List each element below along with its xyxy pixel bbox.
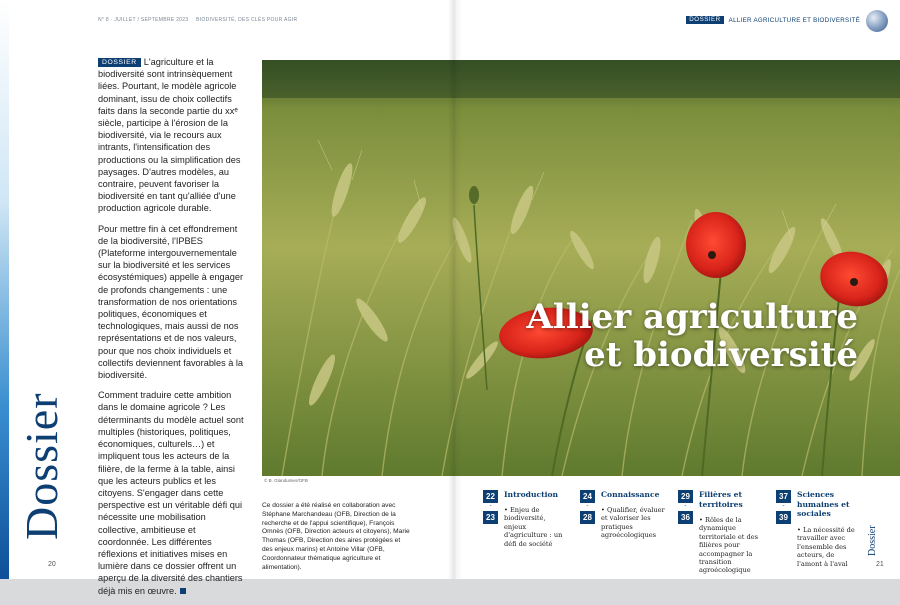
toc-page-range bbox=[776, 490, 791, 524]
paragraph-1 bbox=[98, 56, 248, 215]
issue-info: N° 8 · JUILLET / SEPTEMBRE 2023 bbox=[98, 17, 189, 23]
range-dash: - bbox=[586, 503, 589, 509]
paragraph-3-text: Comment traduire cette ambition dans le domaine agricole ? Les déterminants du modèle actuel sont multiples (historiques, politiques, économiques, culturels…) et impliquent tous les acteurs de la filière, de la ferme à la table, ainsi que les acteurs publics et les citoyens. S'engager dans cette perspective est un véritable défi qui nécessite une mobilisation collective, ambitieuse et coordonnée. Les différentes réflexions et initiatives mises en lumière dans ce dossier offrent un aperçu de la diversité des chantiers déjà mis en œuvre. bbox=[98, 390, 244, 596]
header-dossier-title: ALLIER AGRICULTURE ET BIODIVERSITÉ bbox=[728, 16, 860, 24]
toc-page-range bbox=[678, 490, 693, 524]
paragraph-1-text: L'agriculture et la biodiversité sont intrinsèquement liées. Pourtant, le modèle agricole dominant, issu de choix collectifs faits dans la seconde partie du xxᵉ siècle, participe à l'érosion de la biodiversité, via le recours aux intrants, l'intensification des productions ou la simplification des paysages. D'autres modèles, au contraire, peuvent favoriser la biodiversité en tant qu'alliée d'une production agricole durable. bbox=[98, 57, 241, 214]
toc-page-to: 36 bbox=[678, 511, 693, 524]
toc-title: Filières et territoires bbox=[699, 490, 743, 509]
globe-icon bbox=[866, 10, 888, 32]
toc-page-from: 37 bbox=[776, 490, 791, 503]
toc-page-to: 28 bbox=[580, 511, 595, 524]
running-head bbox=[98, 17, 303, 23]
end-mark-icon bbox=[180, 588, 186, 594]
collaboration-note: Ce dossier a été réalisé en collaboration avec Stéphane Marchandeau (OFB, Direction de la recherche et de l'appui scientifique), François Omnès (OFB, Direction acteurs et citoyens), Marie Thomas (OFB, Direction des aires protégées et des enjeux marins) et Antoine Villar (OFB, Coordonnateur thématique agriculture et alimentation). bbox=[262, 502, 410, 571]
hero-photo bbox=[262, 60, 900, 476]
wheat-field-with-poppies-image bbox=[262, 60, 900, 476]
toc-page-from: 24 bbox=[580, 490, 595, 503]
toc-page-from: 29 bbox=[678, 490, 693, 503]
toc-title: Connaissance bbox=[601, 490, 660, 499]
toc-description: • Enjeu de biodiversité, enjeux d'agriculture : un défi de société bbox=[504, 506, 563, 548]
poppy-flower-2 bbox=[686, 212, 746, 278]
toc-title: Introduction bbox=[504, 490, 559, 499]
toc-description: • La nécessité de travailler avec l'ensemble des acteurs, de l'amont à l'aval bbox=[797, 526, 855, 568]
toc-page-range bbox=[580, 490, 595, 524]
intro-text bbox=[98, 56, 248, 605]
header-dossier-label: DOSSIER bbox=[686, 16, 723, 24]
page-number-left: 20 bbox=[48, 561, 56, 568]
section-title-vertical-right bbox=[866, 520, 880, 556]
section-title-text-right: Dossier bbox=[867, 525, 878, 556]
dossier-title-line-1: Allier agriculture bbox=[526, 297, 858, 337]
toc-description: • Rôles de la dynamique territoriale et des filières pour accompagner la transition agroécologique bbox=[699, 516, 759, 575]
dossier-kicker: DOSSIER bbox=[98, 58, 141, 67]
toc-title: Sciences humaines et sociales bbox=[797, 490, 850, 518]
toc-page-range bbox=[483, 490, 498, 524]
range-dash: - bbox=[782, 503, 785, 509]
paragraph-2: Pour mettre fin à cet effondrement de la biodiversité, l'IPBES (Plateforme intergouvernementale sur la biodiversité et les services écosystémiques) appelle à engager de profonds changements : une transformation de nos orientations politiques, économiques et technologiques, mais aussi de nos représentations et de nos valeurs, pour que nos choix individuels et collectifs deviennent favorables à la biodiversité. bbox=[98, 223, 244, 381]
toc-description: • Qualifier, évaluer et valoriser les pratiques agroécologiques bbox=[601, 506, 665, 540]
publication-title: BIODIVERSITÉ, DES CLÉS POUR AGIR bbox=[196, 17, 298, 23]
dossier-title-line-2: et biodiversité bbox=[584, 335, 858, 375]
edge-color-band bbox=[0, 0, 9, 579]
toc-page-to: 23 bbox=[483, 511, 498, 524]
page-number-right: 21 bbox=[876, 561, 884, 568]
right-page-header bbox=[686, 16, 860, 24]
section-title-text: Dossier bbox=[16, 392, 67, 540]
range-dash: - bbox=[684, 503, 687, 509]
photo-credit: © B. Glandumier/OFB bbox=[264, 478, 308, 483]
section-title-vertical bbox=[16, 380, 74, 540]
range-dash: - bbox=[489, 503, 492, 509]
toc-page-from: 22 bbox=[483, 490, 498, 503]
paragraph-3 bbox=[98, 389, 248, 596]
dossier-title bbox=[527, 298, 858, 374]
toc-page-to: 39 bbox=[776, 511, 791, 524]
poppy-bud bbox=[469, 186, 479, 204]
